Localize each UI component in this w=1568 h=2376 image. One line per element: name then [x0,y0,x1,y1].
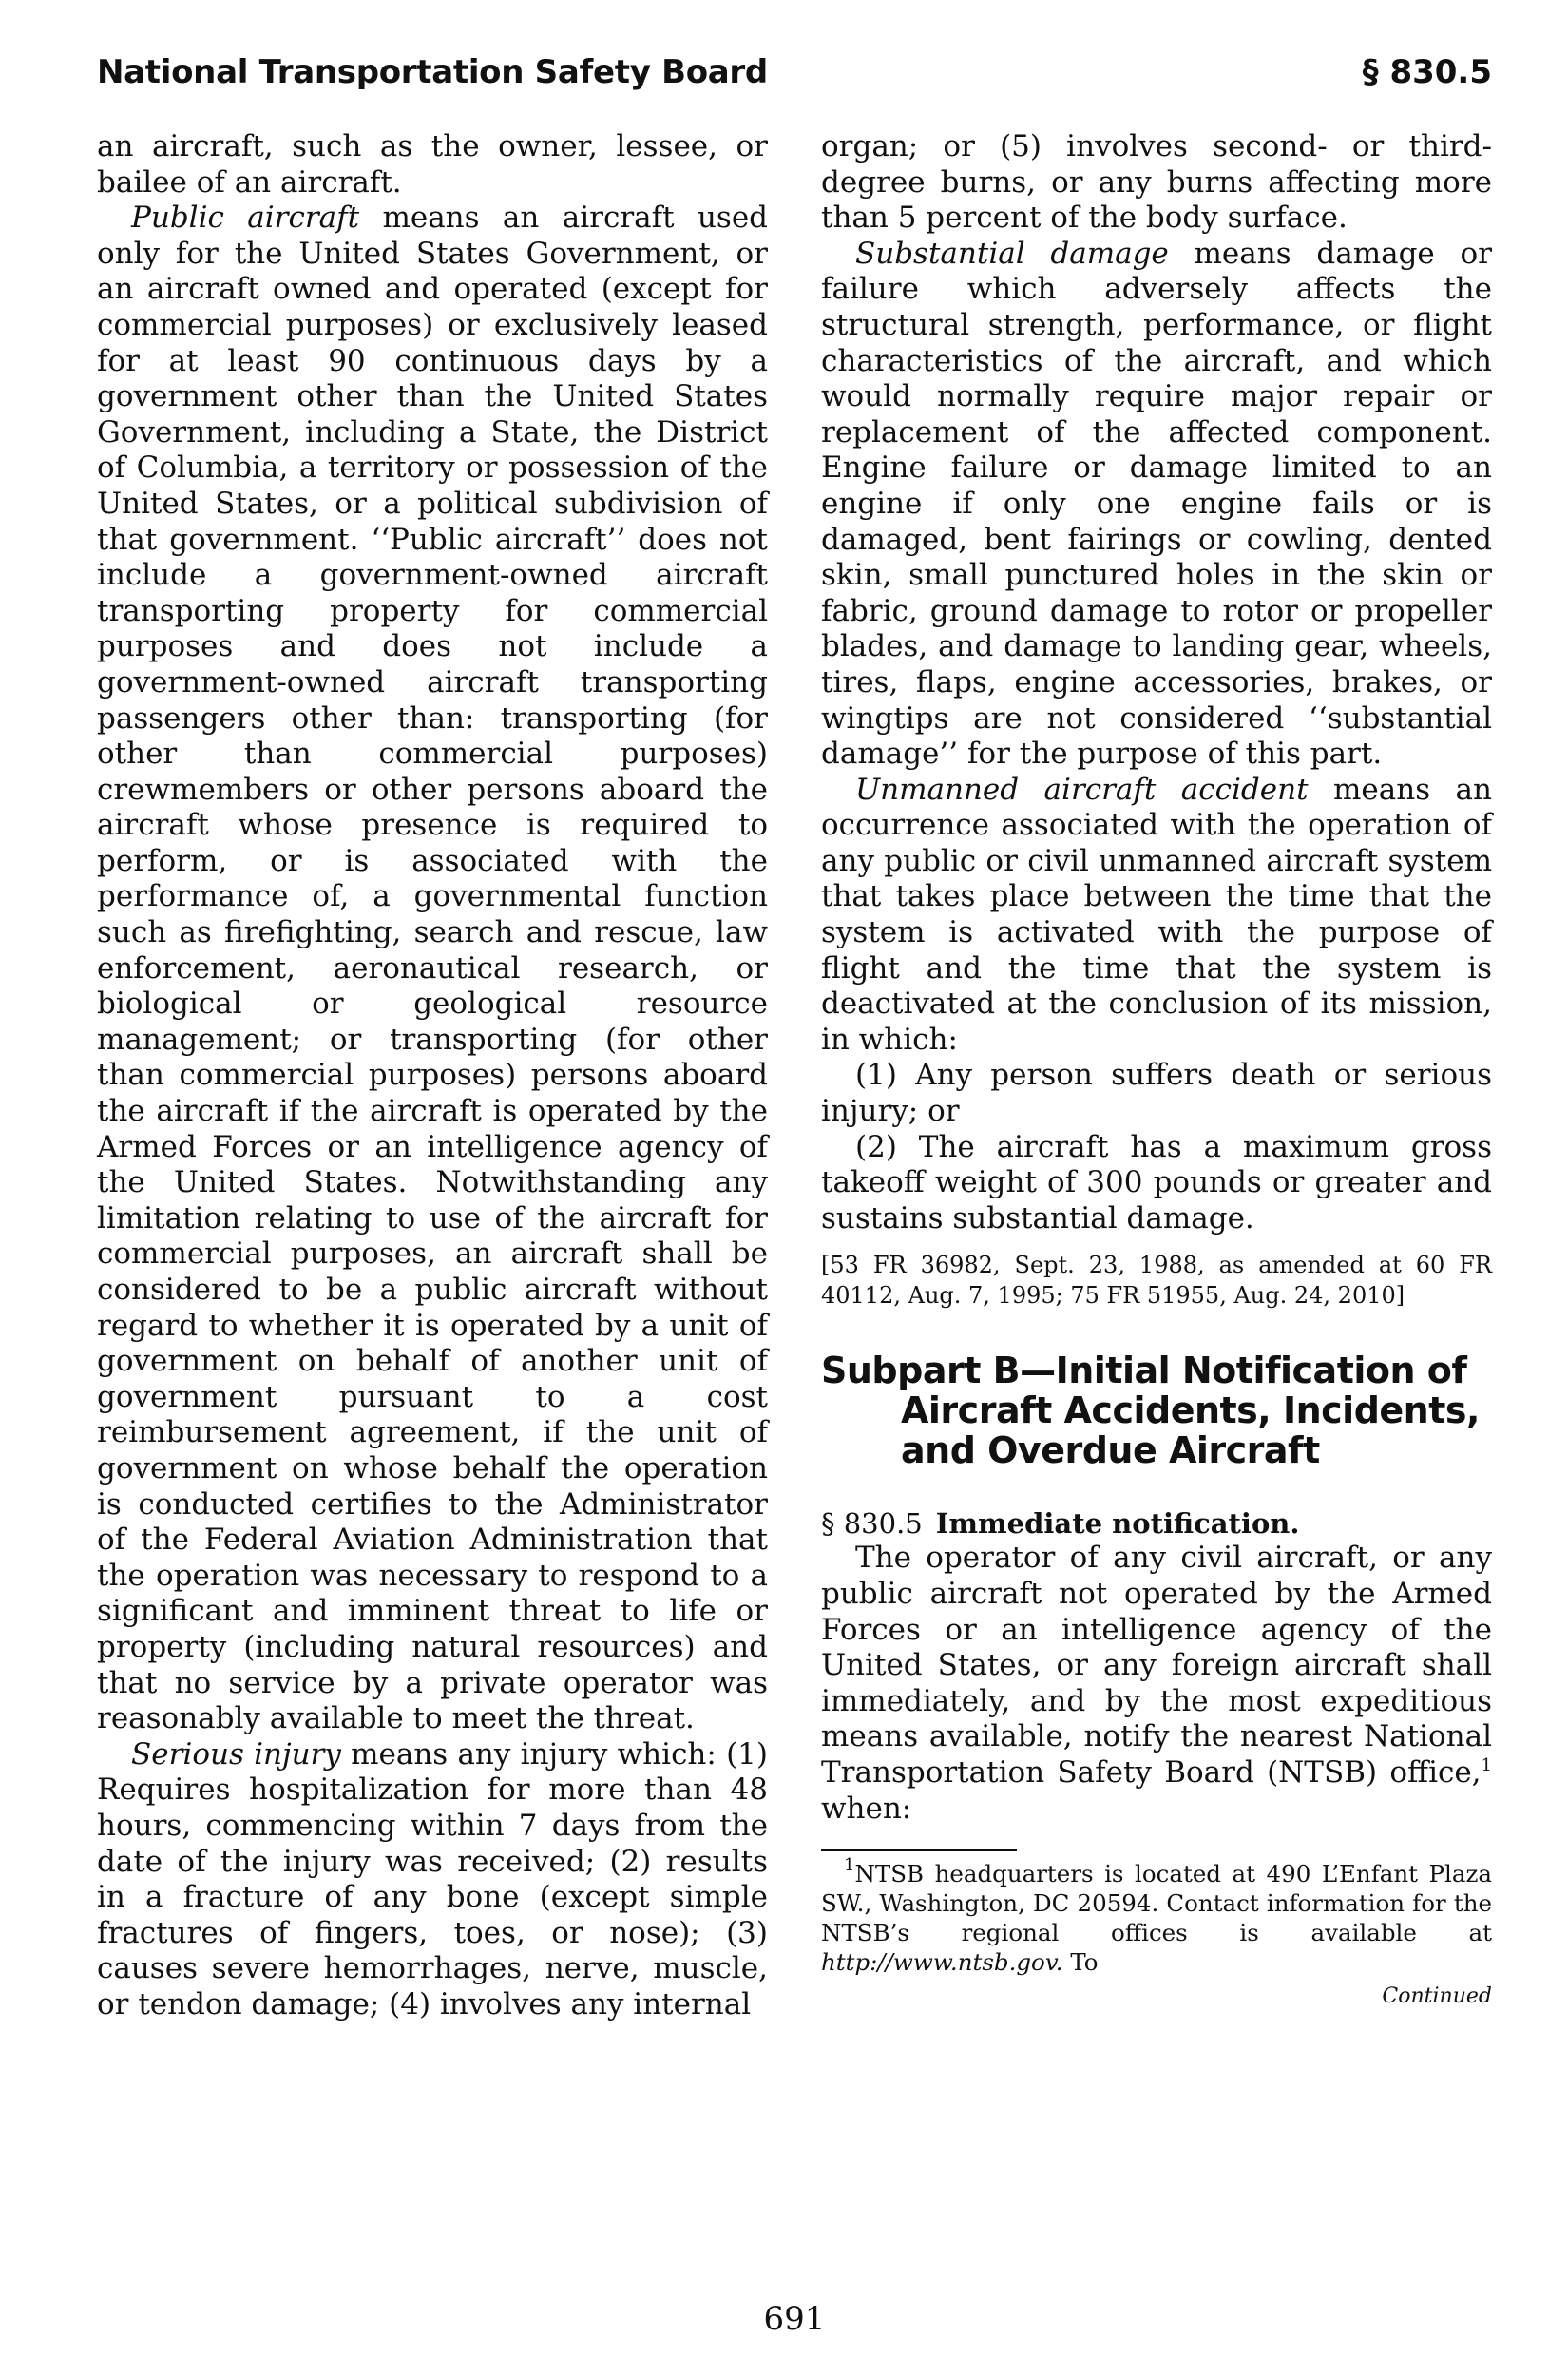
footnote [821,1855,1492,1977]
list-item-1: (1) Any person suffers death or serious injury; or [821,1058,1492,1129]
definition-unmanned-aircraft-accident [821,773,1492,1059]
footnote-link[interactable]: http://www.ntsb.gov. [821,1948,1063,1977]
footnote-text: NTSB headquarters is located at 490 L’Enfant Plaza SW., Washington, DC 20594. Contact information for the NTSB’s regional offices is available at [821,1860,1492,1947]
section-number: § 830.5 [821,1507,923,1541]
footnote-reference[interactable]: 1 [1481,1754,1492,1775]
continued-label: Continued [1382,1984,1492,2009]
footnote-divider [821,1849,1017,1851]
term-serious-injury: Serious injury [131,1736,341,1772]
subpart-heading: Subpart B—Initial Notification of Aircraft Accidents, Incidents, and Overdue Aircraft [821,1350,1480,1472]
agency-name: National Transportation Safety Board [97,53,768,91]
definition-text: means an occurrence associated with the operation of any public or civil unmanned aircraft system that takes place between the time that the system is activated with the purpose of flight and the time that the system is deactivated at the conclusion of its mission, in which: [821,772,1492,1057]
running-head [97,53,1492,99]
list-item-2: (2) The aircraft has a maximum gross takeoff weight of 300 pounds or greater and sustains substantial damage. [821,1129,1492,1236]
paragraph-continuation: an aircraft, such as the owner, lessee, or bailee of an aircraft. [97,129,768,200]
definition-serious-injury [97,1737,768,2023]
section-body [821,1541,1492,1827]
term-unmanned-aircraft-accident: Unmanned aircraft accident [855,772,1309,807]
section-title: Immediate notification. [935,1507,1300,1541]
document-page [97,53,1492,2353]
term-substantial-damage: Substantial damage [855,236,1169,271]
definition-public-aircraft [97,201,768,1737]
footnote-text-end: To [1070,1948,1099,1977]
section-locator: § 830.5 [1362,53,1492,91]
section-text-end: when: [821,1791,912,1826]
section-text: The operator of any civil aircraft, or any public aircraft not operated by the Armed Forces or an intelligence agency of the United States, or any foreign aircraft shall immediately, and by the most expeditious means available, notify the nearest National Transportation Safety Board (NTSB) office, [821,1541,1492,1790]
left-column [97,129,768,2022]
definition-text: means damage or failure which adversely affects the structural strength, performance, or flight characteristics of the aircraft, and which would normally require major repair or replacement of the affected component. Engine failure or damage limited to an engine if only one engine fails or is damaged, bent fairings or cowling, dented skin, small punctured holes in the skin or fabric, ground damage to rotor or propeller blades, and damage to landing gear, wheels, tires, flaps, engine accessories, brakes, or wingtips are not considered ‘‘substantial damage’’ for the purpose of this part. [821,236,1492,772]
right-column [821,129,1492,2015]
footnote-marker: 1 [844,1855,855,1876]
definition-text: means an aircraft used only for the United States Government, or an aircraft owned and operated (except for commercial purposes) or exclusively leased for at least 90 continuous days by a government other than the United States Government, including a State, the District of Columbia, a territory or possession of the United States, or a political subdivision of that government. ‘‘Public aircraft’’ does not include a government-owned aircraft transporting property for commercial purposes and does not include a government-owned aircraft transporting passengers other than: transporting (for other than commercial purposes) crewmembers or other persons aboard the aircraft whose presence is required to perform, or is associated with the performance of, a governmental function such as firefighting, search and rescue, law enforcement, aeronautical research, or biological or geological resource management; or transporting (for other than commercial purposes) persons aboard the aircraft if the aircraft is operated by the Armed Forces or an intelligence agency of the United States. Notwithstanding any limitation relating to use of the aircraft for commercial purposes, an aircraft shall be considered to be a public aircraft without regard to whether it is operated by a unit of government on behalf of another unit of government pursuant to a cost reimbursement agreement, if the unit of government on whose behalf the operation is conducted certifies to the Administrator of the Federal Aviation Administration that the operation was necessary to respond to a significant and imminent threat to life or property (including natural resources) and that no service by a private operator was reasonably available to meet the threat. [97,201,769,1736]
definition-substantial-damage [821,237,1492,773]
page-number: 691 [763,2300,826,2338]
term-public-aircraft: Public aircraft [131,201,360,236]
section-heading [821,1506,1492,1541]
paragraph-continuation: organ; or (5) involves second- or third-degree burns, or any burns affecting more than 5 percent of the body surface. [821,129,1492,236]
amendment-citation: [53 FR 36982, Sept. 23, 1988, as amended at 60 FR 40112, Aug. 7, 1995; 75 FR 51955, Aug. 24, 2010] [821,1252,1492,1310]
definition-text: means any injury which: (1) Requires hospitalization for more than 48 hours, commencing within 7 days from the date of the injury was received; (2) results in a fracture of any bone (except simple fractures of fingers, toes, or nose); (3) causes severe hemorrhages, nerve, muscle, or tendon damage; (4) involves any internal [97,1736,768,2022]
